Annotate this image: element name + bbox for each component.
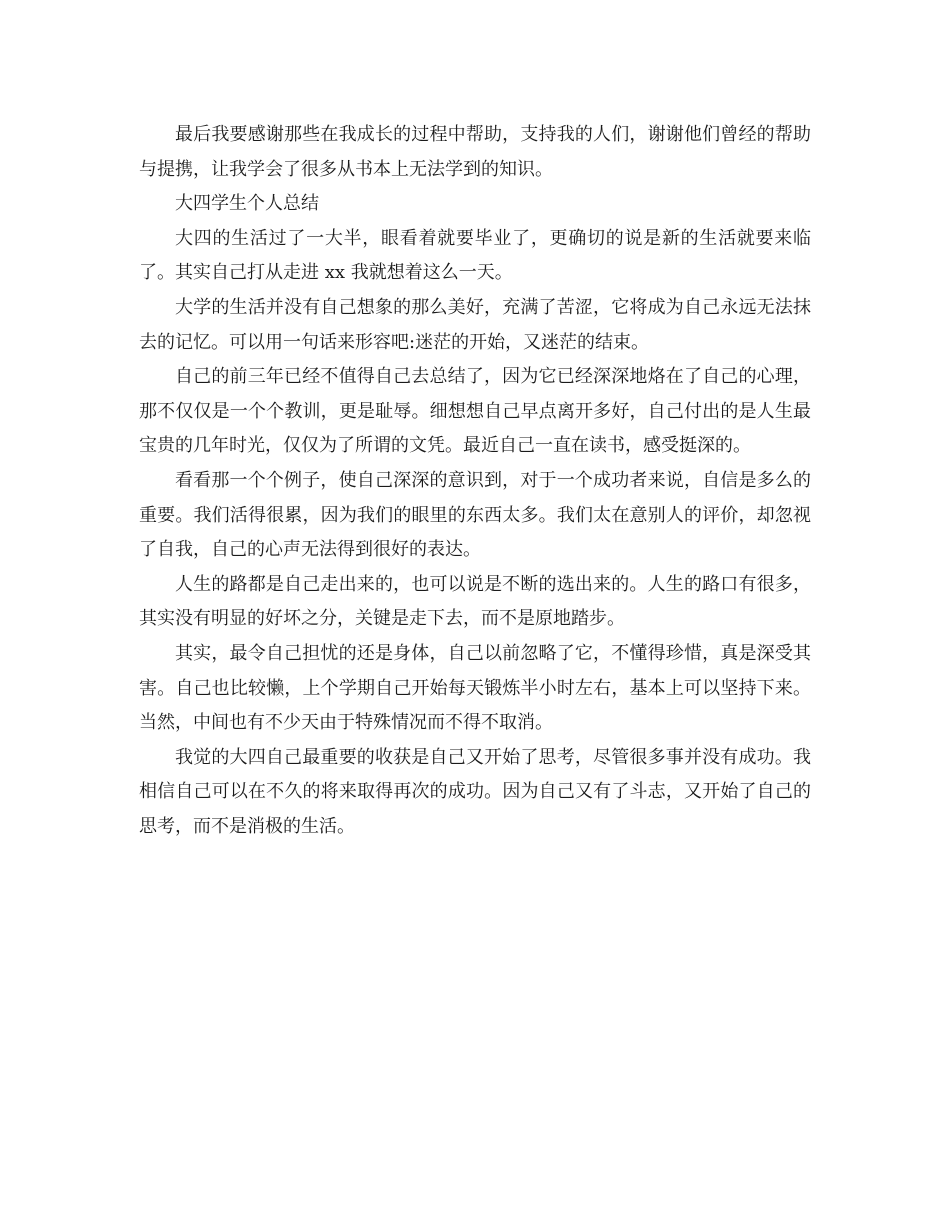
paragraph-university-life: 大学的生活并没有自己想象的那么美好，充满了苦涩，它将成为自己永远无法抹去的记忆。可以用一句话来形容吧:迷茫的开始，又迷茫的结束。 — [139, 296, 811, 353]
paragraph-life-path: 人生的路都是自己走出来的，也可以说是不断的选出来的。人生的路口有很多，其实没有明显的好坏之分，关键是走下去，而不是原地踏步。 — [139, 573, 811, 630]
document-body — [139, 118, 811, 844]
paragraph-senior-year-gains: 我觉的大四自己最重要的收获是自己又开始了思考，尽管很多事并没有成功。我相信自己可以在不久的将来取得再次的成功。因为自己又有了斗志，又开始了自己的思考，而不是消极的生活。 — [139, 746, 811, 837]
section-heading: 大四学生个人总结 — [175, 193, 319, 215]
paragraph-thanks: 最后我要感谢那些在我成长的过程中帮助，支持我的人们，谢谢他们曾经的帮助与提携，让我学会了很多从书本上无法学到的知识。 — [139, 124, 811, 180]
paragraph-health: 其实，最令自己担忧的还是身体，自己以前忽略了它，不懂得珍惜，真是深受其害。自己也比较懒，上个学期自己开始每天锻炼半小时左右，基本上可以坚持下来。当然，中间也有不少天由于特殊情况而不得不取消。 — [139, 642, 811, 734]
paragraph-intro: 大四的生活过了一大半，眼看着就要毕业了，更确切的说是新的生活就要来临了。其实自己打从走进 xx 我就想着这么一天。 — [139, 227, 811, 284]
paragraph-first-three-years: 自己的前三年已经不值得自己去总结了，因为它已经深深地烙在了自己的心理，那不仅仅是一个个教训，更是耻辱。细想想自己早点离开多好，自己付出的是人生最宝贵的几年时光，仅仅为了所谓的文凭。最近自己一直在读书，感受挺深的。 — [139, 366, 811, 457]
paragraph-confidence: 看看那一个个例子，使自己深深的意识到，对于一个成功者来说，自信是多么的重要。我们活得很累，因为我们的眼里的东西太多。我们太在意别人的评价，却忽视了自我，自己的心声无法得到很好的表达。 — [139, 469, 811, 561]
